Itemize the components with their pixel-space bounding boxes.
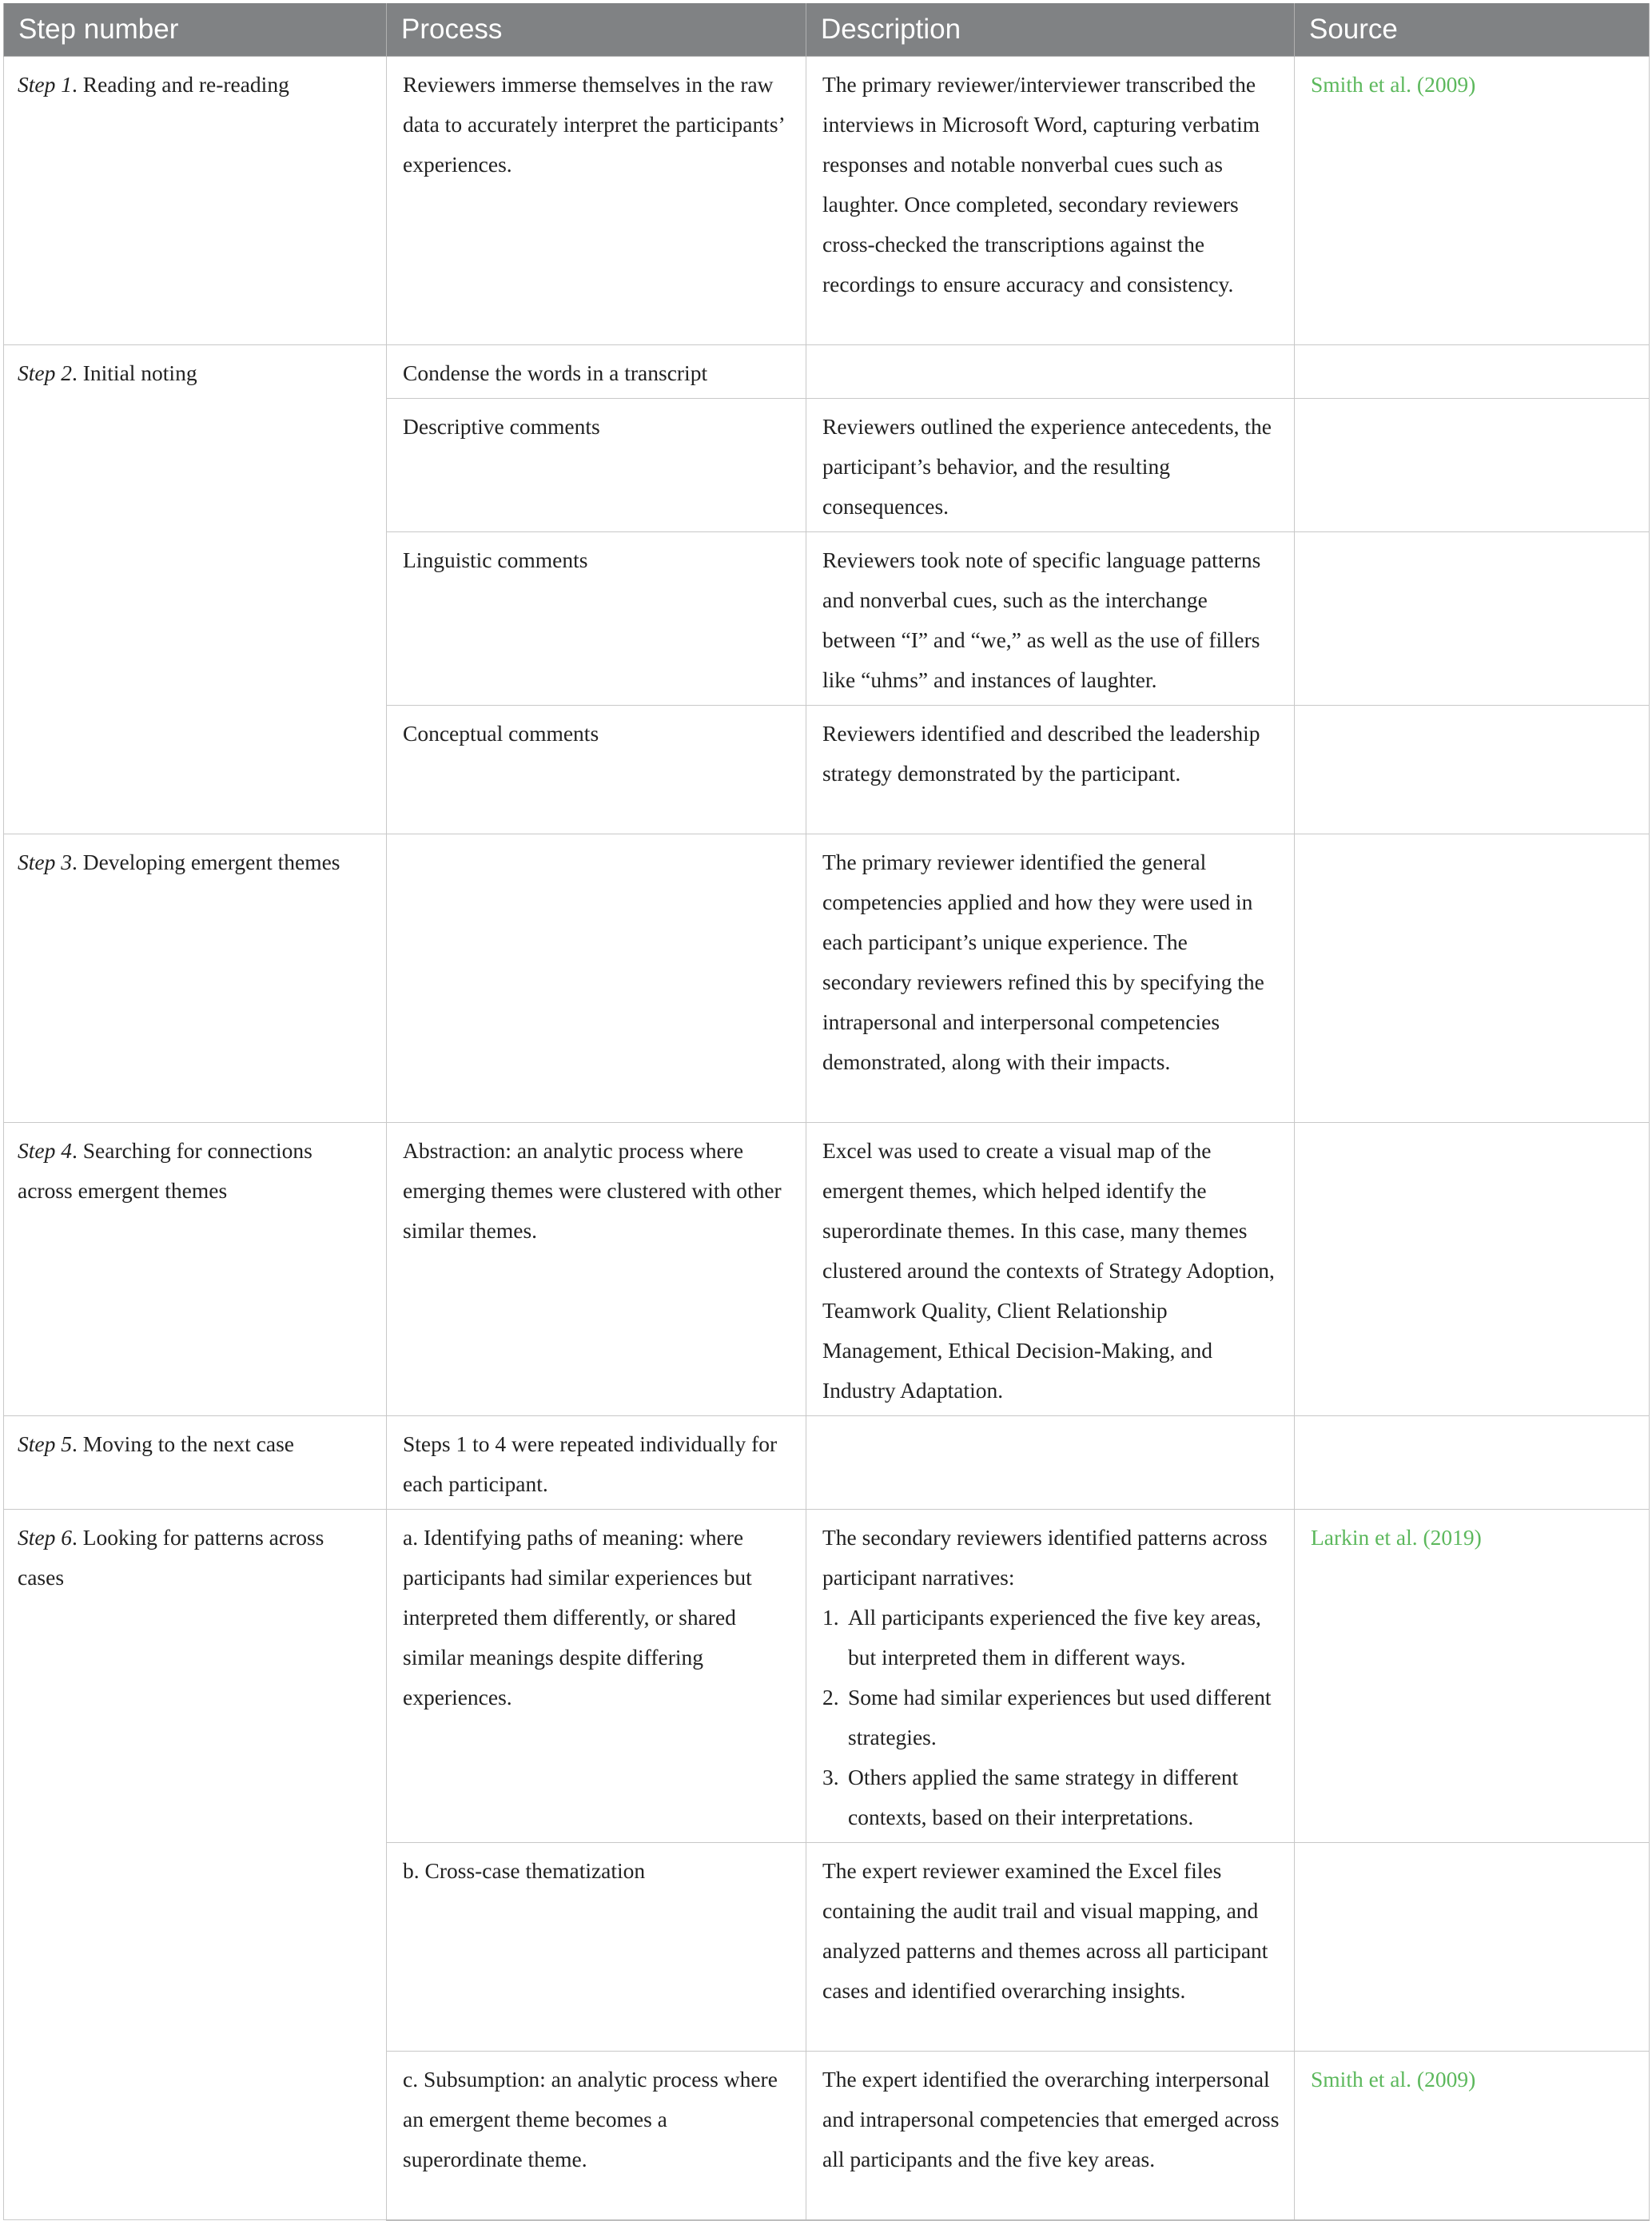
source-cell [1295, 1843, 1650, 2052]
step-cell [4, 57, 387, 345]
process-cell: Conceptual comments [387, 706, 806, 834]
description-cell: Reviewers outlined the experience antecedents, the participant’s behavior, and the resulting consequences. [806, 399, 1295, 532]
step-cell [4, 1416, 387, 1510]
step-label: Step 6 [18, 1525, 72, 1550]
step-label: Step 4 [18, 1138, 72, 1163]
table-row [4, 1416, 1650, 1510]
source-cell [1295, 1123, 1650, 1416]
description-cell: The expert identified the overarching interpersonal and intrapersonal competencies that emerged across all participants and the five key areas. [806, 2052, 1295, 2220]
description-cell [806, 1416, 1295, 1510]
step-name: . Looking for patterns across cases [18, 1525, 324, 1590]
list-number: 3. [822, 1765, 839, 1789]
process-cell: Descriptive comments [387, 399, 806, 532]
process-cell: Reviewers immerse themselves in the raw data to accurately interpret the participants’ experiences. [387, 57, 806, 345]
process-cell: b. Cross-case thematization [387, 1843, 806, 2052]
source-link[interactable]: Smith et al. (2009) [1311, 2067, 1476, 2092]
step-label: Step 5 [18, 1431, 72, 1456]
process-cell: Steps 1 to 4 were repeated individually for each participant. [387, 1416, 806, 1510]
source-cell [1295, 1416, 1650, 1510]
header-process: Process [387, 3, 806, 57]
step-label: Step 2 [18, 360, 72, 385]
description-intro: The secondary reviewers identified patterns across participant narratives: [822, 1525, 1268, 1590]
process-cell: c. Subsumption: an analytic process where an emergent theme becomes a superordinate theme. [387, 2052, 806, 2220]
list-text: Some had similar experiences but used different strategies. [848, 1685, 1272, 1749]
methods-table [3, 3, 1650, 2221]
description-cell [806, 345, 1295, 399]
step-label: Step 1 [18, 72, 72, 97]
source-cell [1295, 345, 1650, 399]
source-link[interactable]: Larkin et al. (2019) [1311, 1525, 1482, 1550]
description-cell: The primary reviewer/interviewer transcribed the interviews in Microsoft Word, capturing verbatim responses and notable nonverbal cues such as laughter. Once completed, secondary reviewers cross-checked the transcriptions against the recordings to ensure accuracy and consistency. [806, 57, 1295, 345]
list-number: 1. [822, 1605, 839, 1630]
step-name: . Searching for connections across emergent themes [18, 1138, 312, 1203]
step-cell [4, 1123, 387, 1416]
step-name: . Initial noting [71, 360, 197, 385]
header-step-number: Step number [4, 3, 387, 57]
source-cell [1295, 532, 1650, 706]
list-item [822, 1757, 1280, 1837]
process-cell: Condense the words in a transcript [387, 345, 806, 399]
header-description: Description [806, 3, 1295, 57]
list-item [822, 1678, 1280, 1757]
step-cell [4, 345, 387, 834]
table-row [4, 1510, 1650, 1843]
header-source: Source [1295, 3, 1650, 57]
process-cell: Linguistic comments [387, 532, 806, 706]
source-cell [1295, 2052, 1650, 2220]
description-cell: The expert reviewer examined the Excel files containing the audit trail and visual mapping, and analyzed patterns and themes across all participant cases and identified overarching insights. [806, 1843, 1295, 2052]
process-cell: Abstraction: an analytic process where emerging themes were clustered with other similar themes. [387, 1123, 806, 1416]
process-cell [387, 834, 806, 1123]
source-cell [1295, 834, 1650, 1123]
description-cell: Reviewers took note of specific language patterns and nonverbal cues, such as the interchange between “I” and “we,” as well as the use of fillers like “uhms” and instances of laughter. [806, 532, 1295, 706]
source-link[interactable]: Smith et al. (2009) [1311, 72, 1476, 97]
source-cell [1295, 1510, 1650, 1843]
description-cell [806, 1510, 1295, 1843]
description-cell: Excel was used to create a visual map of the emergent themes, which helped identify the superordinate themes. In this case, many themes clustered around the contexts of Strategy Adoption, Teamwork Quality, Client Relationship Management, Ethical Decision-Making, and Industry Adaptation. [806, 1123, 1295, 1416]
step-cell [4, 834, 387, 1123]
table-row [4, 1123, 1650, 1416]
description-cell: The primary reviewer identified the general competencies applied and how they were used in each participant’s unique experience. The secondary reviewers refined this by specifying the intrapersonal and interpersonal competencies demonstrated, along with their impacts. [806, 834, 1295, 1123]
list-text: All participants experienced the five key areas, but interpreted them in different ways. [848, 1605, 1261, 1670]
list-number: 2. [822, 1685, 839, 1710]
list-text: Others applied the same strategy in different contexts, based on their interpretations. [848, 1765, 1239, 1829]
table-row [4, 345, 1650, 399]
description-cell: Reviewers identified and described the leadership strategy demonstrated by the participant. [806, 706, 1295, 834]
step-name: . Moving to the next case [71, 1431, 294, 1456]
source-cell [1295, 57, 1650, 345]
process-cell: a. Identifying paths of meaning: where participants had similar experiences but interpreted them differently, or shared similar meanings despite differing experiences. [387, 1510, 806, 1843]
source-cell [1295, 399, 1650, 532]
patterns-list [822, 1598, 1280, 1837]
source-cell [1295, 706, 1650, 834]
step-label: Step 3 [18, 850, 72, 874]
step-name: . Developing emergent themes [71, 850, 340, 874]
step-name: . Reading and re-reading [71, 72, 289, 97]
table-row [4, 57, 1650, 345]
list-item [822, 1598, 1280, 1678]
header-row [4, 3, 1650, 57]
step-cell [4, 1510, 387, 2220]
table-row [4, 834, 1650, 1123]
